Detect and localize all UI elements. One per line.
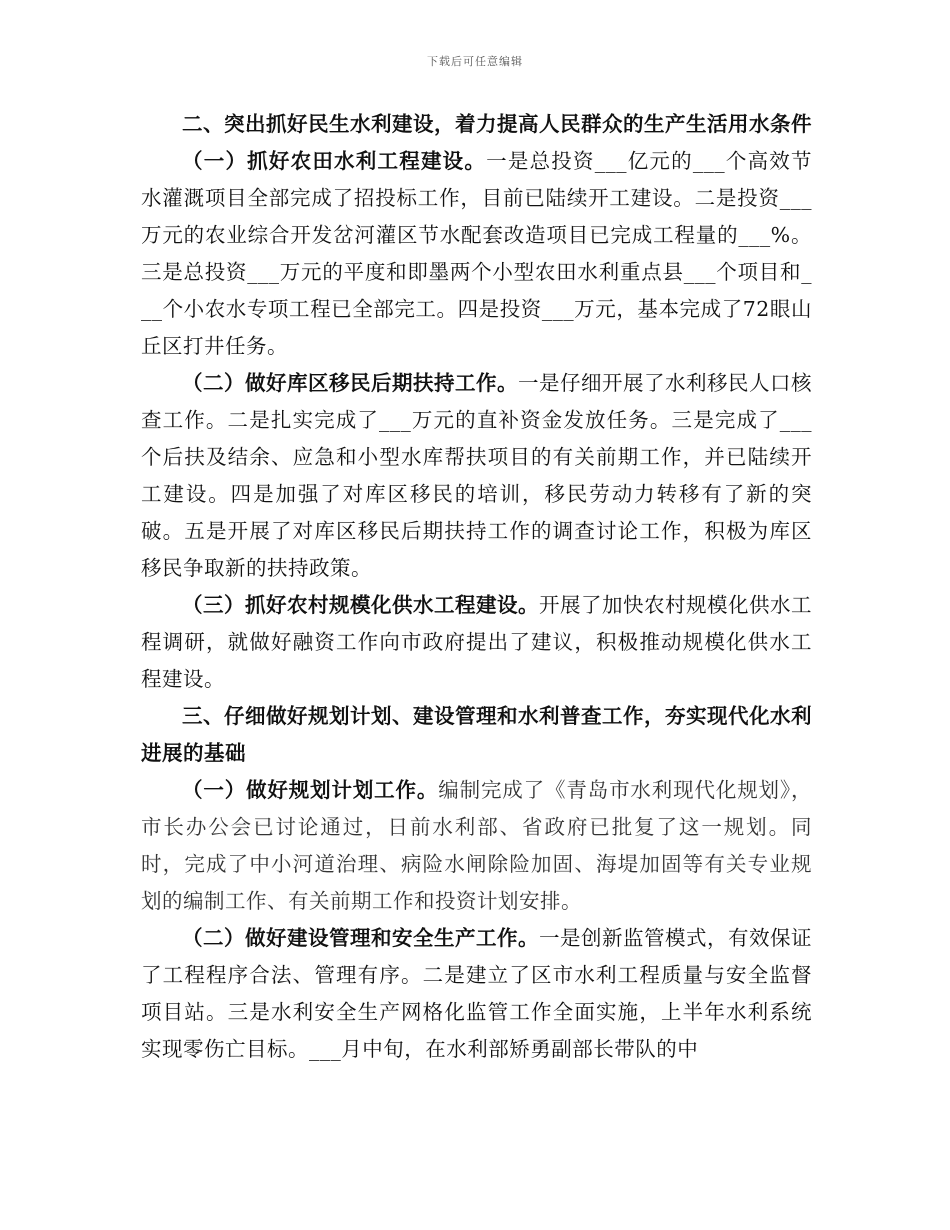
paragraph-lead: （一）做好规划计划工作。 [182,778,439,802]
section-heading-3-text: 三、仔细做好规划计划、建设管理和水利普查工作，夯实现代化水利进展的基础 [141,704,812,765]
paragraph-lead: （一）抓好农田水利工程建设。 [182,149,487,173]
paragraph-planning [141,772,812,920]
paragraph-construction-safety [141,920,812,1068]
section-heading-2 [141,106,812,143]
paragraph-text: 一是总投资___亿元的___个高效节水灌溉项目全部完成了招投标工作，目前已陆续开工建设。二是投资___万元的农业综合开发岔河灌区节水配套改造项目已完成工程量的___%。三是总投资___万元的平度和即墨两个小型农田水利重点县___个项目和___个小农水专项工程已全部完工。四是投资___万元，基本完成了72眼山丘区打井任务。 [141,149,813,358]
paragraph-text: 开展了加快农村规模化供水工程调研，就做好融资工作向市政府提出了建议，积极推动规模化供水工程建设。 [141,593,812,691]
paragraph-farmland-irrigation [141,143,812,365]
paragraph-text: 编制完成了《青岛市水利现代化规划》，市长办公会已讨论通过，日前水利部、省政府已批复了这一规划。同时，完成了中小河道治理、病险水闸除险加固、海堤加固等有关专业规划的编制工作、有关前期工作和投资计划安排。 [141,778,813,913]
page-header-note: 下载后可任意编辑 [427,55,523,68]
section-heading-3 [141,698,812,772]
paragraph-rural-water-supply [141,587,812,698]
section-heading-2-text: 二、突出抓好民生水利建设，着力提高人民群众的生产生活用水条件 [182,112,812,136]
document-body [141,106,812,1068]
paragraph-migrant-support [141,365,812,587]
paragraph-lead: （三）抓好农村规模化供水工程建设。 [182,593,539,617]
paragraph-lead: （二）做好建设管理和安全生产工作。 [182,926,539,950]
paragraph-lead: （二）做好库区移民后期扶持工作。 [182,371,518,395]
paragraph-text: 一是仔细开展了水利移民人口核查工作。二是扎实完成了___万元的直补资金发放任务。三是完成了___个后扶及结余、应急和小型水库帮扶项目的有关前期工作，并已陆续开工建设。四是加强了对库区移民的培训，移民劳动力转移有了新的突破。五是开展了对库区移民后期扶持工作的调查讨论工作，积极为库区移民争取新的扶持政策。 [141,371,812,580]
paragraph-text: 一是创新监管模式，有效保证了工程程序合法、管理有序。二是建立了区市水利工程质量与安全监督项目站。三是水利安全生产网格化监管工作全面实施，上半年水利系统实现零伤亡目标。___月中旬，在水利部矫勇副部长带队的中 [141,926,812,1061]
